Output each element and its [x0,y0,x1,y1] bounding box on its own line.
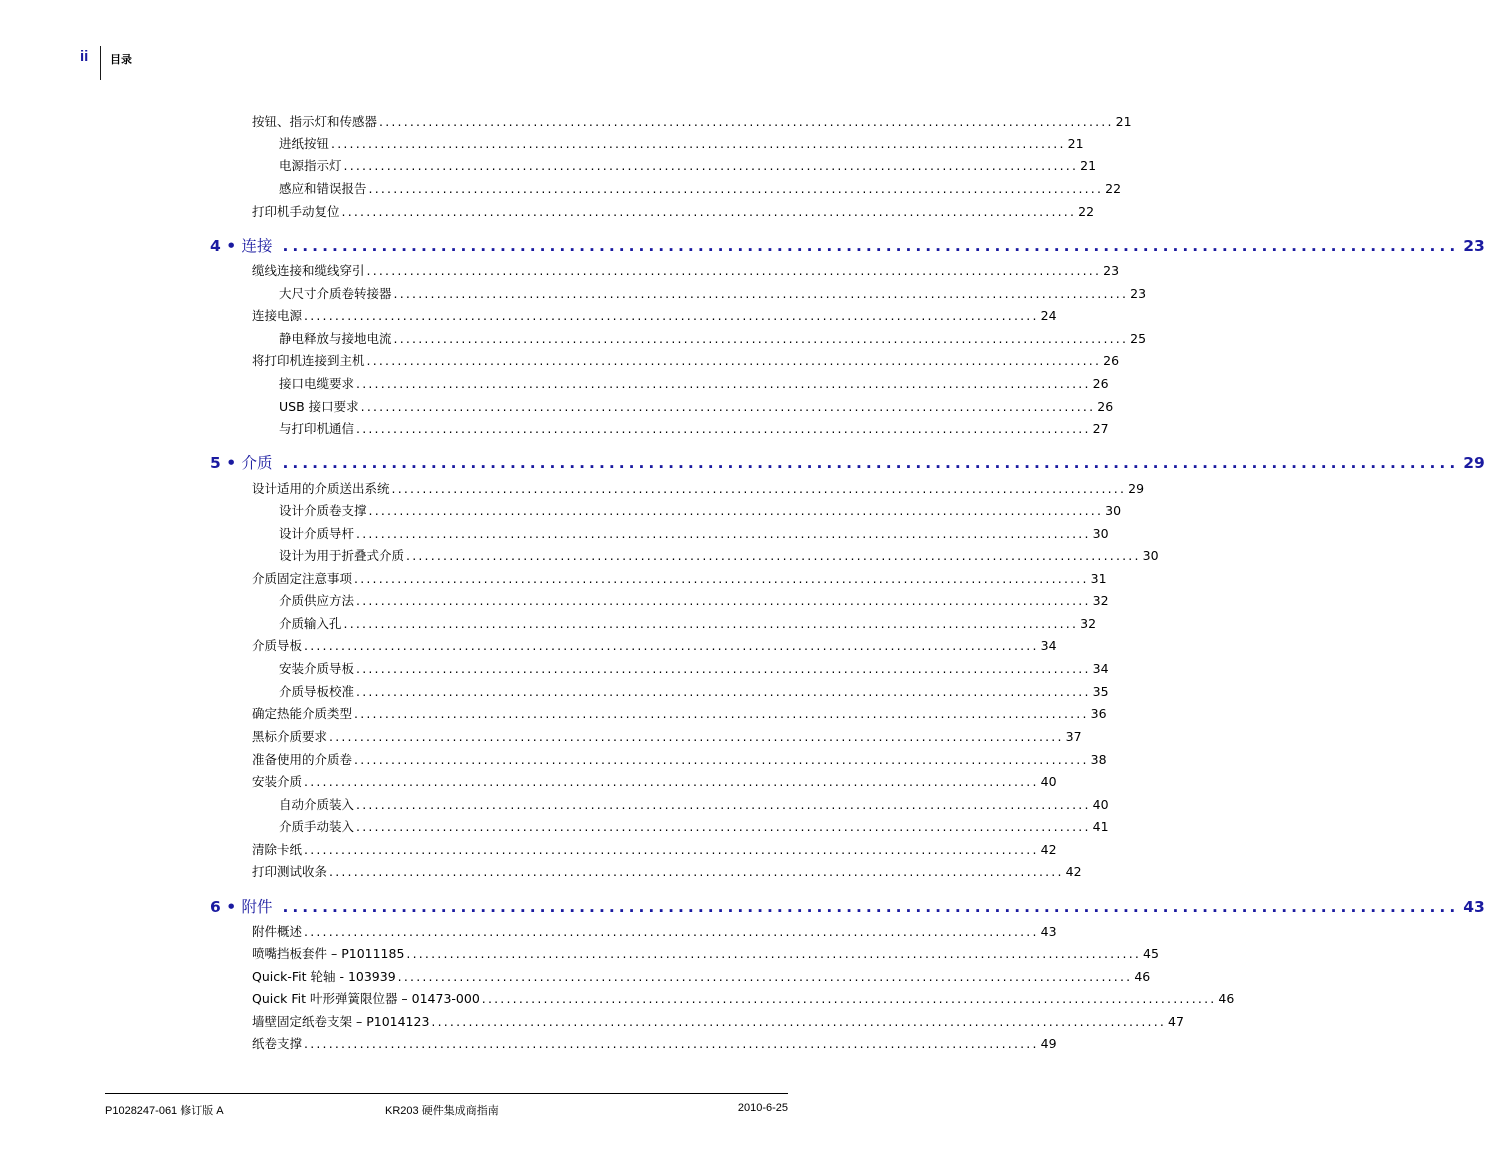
toc-entry [252,729,1082,745]
toc-entry-title: 准备使用的介质卷 [252,752,353,767]
toc-chapter-name: 连接 [241,237,273,255]
dot-leader: ....................................................................................................................... [406,548,1141,563]
toc-subentry [279,158,1097,174]
toc-subentry [279,286,1147,302]
dot-leader: ....................................................................................................................... [304,774,1039,789]
toc-page-number: 47 [1168,1014,1184,1029]
toc-page-number: 40 [1092,797,1109,812]
dot-leader: ....................................................................................................................... [304,1036,1039,1051]
toc-chapter-title [210,453,273,473]
toc-entry-title: 附件概述 [252,924,303,939]
toc-page-number: 42 [1065,864,1082,879]
toc-page-number: 23 [1463,237,1485,255]
toc-page-number: 43 [1463,898,1485,916]
dot-leader: ....................................................................................................................... [304,924,1039,939]
dot-leader: ....................................................................................................................... [343,616,1079,631]
toc-entry-title: 打印机手动复位 [252,204,340,219]
toc-chapter-number: 6 [210,898,221,916]
toc-subentry [279,526,1109,542]
toc-entry [252,706,1107,722]
toc-page-number: 34 [1040,638,1057,653]
toc-entry-title: 与打印机通信 [279,421,355,436]
dot-leader: ....................................................................................................................... [341,204,1077,219]
dot-leader: ....................................................................................................................... [481,991,1217,1006]
dot-leader: ....................................................................................................................... [282,898,1460,916]
toc-page-number: 38 [1090,752,1107,767]
toc-entry-title: 感应和错误报告 [279,181,367,196]
toc-page-number: 37 [1065,729,1082,744]
header-section-title: 目录 [110,53,132,66]
toc-chapter-heading [210,453,1485,473]
toc-page-number: 26 [1092,376,1109,391]
toc-subentry [279,593,1109,609]
toc-entry-title: 缆线连接和缆线穿引 [252,263,365,278]
toc-subentry [279,819,1109,835]
toc-entry [252,924,1057,940]
toc-entry [252,571,1107,587]
toc-entry-title: 介质导板校准 [279,684,355,699]
toc-entry-title: 按钮、指示灯和传感器 [252,114,378,129]
toc-page-number: 46 [1218,991,1235,1006]
toc-chapter-name: 介质 [241,454,273,472]
toc-entry-title: 介质供应方法 [279,593,355,608]
toc-entry-title: 喷嘴挡板套件 – P1011185 [252,946,405,961]
toc-entry-title: 自动介质装入 [279,797,355,812]
toc-subentry [279,136,1084,152]
toc-entry-title: 连接电源 [252,308,303,323]
toc-page-number: 23 [1103,263,1120,278]
toc-entry-title: 进纸按钮 [279,136,330,151]
dot-leader: ....................................................................................................................... [406,946,1142,961]
toc-page-number: 32 [1092,593,1109,608]
bullet-separator: • [220,454,242,472]
dot-leader: ....................................................................................................................... [356,661,1091,676]
dot-leader: ....................................................................................................................... [356,526,1091,541]
toc-page-number: 21 [1115,114,1132,129]
dot-leader: ....................................................................................................................... [356,593,1091,608]
toc-chapter-number: 4 [210,237,221,255]
toc-entry [252,864,1082,880]
footer-document-number: P1028247-061 修订版 A [105,1105,224,1117]
bullet-separator: • [220,898,242,916]
toc-chapter-title [210,897,273,917]
toc-page-number: 43 [1040,924,1057,939]
dot-leader: ....................................................................................................................... [393,286,1129,301]
toc-entry-title: 确定热能介质类型 [252,706,353,721]
dot-leader: ....................................................................................................................... [343,158,1079,173]
toc-subentry [279,616,1097,632]
toc-entry-title: 静电释放与接地电流 [279,331,392,346]
toc-page-number: 26 [1103,353,1120,368]
dot-leader: ....................................................................................................................... [329,729,1064,744]
toc-page-number: 49 [1040,1036,1057,1051]
dot-leader: ....................................................................................................................... [282,237,1460,255]
dot-leader: ....................................................................................................................... [354,706,1089,721]
toc-entry [252,1014,1184,1030]
toc-entry-title: 将打印机连接到主机 [252,353,365,368]
footer-divider [105,1093,788,1094]
toc-entry-title: 纸卷支撑 [252,1036,303,1051]
toc-page-number: 46 [1134,969,1151,984]
dot-leader: ....................................................................................................................... [356,684,1091,699]
toc-subentry [279,181,1122,197]
toc-entry-title: Quick-Fit 轮轴 - 103939 [252,969,396,984]
toc-subentry [279,376,1109,392]
dot-leader: ....................................................................................................................... [329,864,1064,879]
dot-leader: ....................................................................................................................... [354,752,1089,767]
toc-page-number: 36 [1090,706,1107,721]
toc-page-number: 32 [1080,616,1097,631]
dot-leader: ....................................................................................................................... [356,819,1091,834]
toc-page-number: 21 [1067,136,1084,151]
toc-page-number: 45 [1143,946,1159,961]
toc-entry-title: 介质输入孔 [279,616,342,631]
toc-entry-title: 大尺寸介质卷转接器 [279,286,392,301]
dot-leader: ....................................................................................................................... [391,481,1127,496]
toc-page-number: 23 [1130,286,1147,301]
toc-page-number: 30 [1092,526,1109,541]
toc-page-number: 40 [1040,774,1057,789]
toc-subentry [279,684,1109,700]
toc-entry [252,1036,1057,1052]
toc-chapter-title [210,236,273,256]
toc-entry-title: 设计介质导杆 [279,526,355,541]
toc-entry-title: 介质手动装入 [279,819,355,834]
toc-entry-title: Quick Fit 叶形弹簧限位器 – 01473-000 [252,991,480,1006]
toc-chapter-heading [210,236,1485,256]
toc-subentry [279,331,1147,347]
dot-leader: ....................................................................................................................... [431,1014,1167,1029]
toc-entry [252,353,1120,369]
toc-subentry [279,661,1109,677]
dot-leader: ....................................................................................................................... [304,638,1039,653]
toc-page-number: 30 [1105,503,1122,518]
toc-entry-title: 安装介质导板 [279,661,355,676]
dot-leader: ....................................................................................................................... [282,454,1460,472]
header-divider [100,46,101,80]
toc-entry [252,638,1057,654]
toc-entry-title: 黑标介质要求 [252,729,328,744]
toc-chapter-heading [210,897,1485,917]
toc-subentry [279,399,1114,415]
toc-entry-title: 介质固定注意事项 [252,571,353,586]
toc-entry [252,481,1145,497]
toc-entry-title: 安装介质 [252,774,303,789]
toc-subentry [279,421,1109,437]
toc-entry-title: 打印测试收条 [252,864,328,879]
toc-page-number: 25 [1130,331,1147,346]
toc-entry [252,114,1132,130]
toc-chapter-number: 5 [210,454,221,472]
toc-entry [252,842,1057,858]
toc-subentry [279,797,1109,813]
toc-page-number: 24 [1040,308,1057,323]
toc-page-number: 42 [1040,842,1057,857]
dot-leader: ....................................................................................................................... [304,308,1039,323]
toc-page-number: 26 [1097,399,1114,414]
dot-leader: ....................................................................................................................... [366,353,1102,368]
toc-page-number: 29 [1128,481,1145,496]
toc-entry [252,263,1120,279]
dot-leader: ....................................................................................................................... [379,114,1114,129]
dot-leader: ....................................................................................................................... [331,136,1066,151]
dot-leader: ....................................................................................................................... [360,399,1096,414]
toc-subentry [279,503,1122,519]
dot-leader: ....................................................................................................................... [356,376,1091,391]
toc-page-number: 27 [1092,421,1109,436]
toc-page-number: 22 [1078,204,1095,219]
toc-entry-title: 设计适用的介质送出系统 [252,481,390,496]
dot-leader: ....................................................................................................................... [368,181,1104,196]
footer-document-title: KR203 硬件集成商指南 [385,1105,499,1117]
toc-page-number: 21 [1080,158,1097,173]
toc-entry [252,204,1095,220]
toc-entry [252,774,1057,790]
dot-leader: ....................................................................................................................... [393,331,1129,346]
toc-chapter-name: 附件 [241,898,273,916]
toc-entry-title: 接口电缆要求 [279,376,355,391]
bullet-separator: • [220,237,242,255]
toc-entry [252,991,1235,1007]
toc-page-number: 29 [1463,454,1485,472]
dot-leader: ....................................................................................................................... [397,969,1133,984]
toc-entry-title: 清除卡纸 [252,842,303,857]
toc-subentry [279,548,1159,564]
toc-entry [252,752,1107,768]
toc-page-number: 35 [1092,684,1109,699]
toc-entry [252,946,1159,962]
toc-entry [252,308,1057,324]
toc-page-number: 22 [1105,181,1122,196]
toc-page-number: 34 [1092,661,1109,676]
toc-entry-title: 设计为用于折叠式介质 [279,548,405,563]
toc-page-number: 30 [1142,548,1159,563]
dot-leader: ....................................................................................................................... [304,842,1039,857]
dot-leader: ....................................................................................................................... [354,571,1089,586]
toc-entry-title: 电源指示灯 [279,158,342,173]
toc-page-number: 41 [1092,819,1109,834]
footer-date: 2010-6-25 [737,1102,788,1114]
toc-entry-title: USB 接口要求 [279,399,359,414]
dot-leader: ....................................................................................................................... [356,797,1091,812]
dot-leader: ....................................................................................................................... [366,263,1102,278]
toc-entry-title: 介质导板 [252,638,303,653]
page-number: ii [80,48,89,65]
toc-entry [252,969,1151,985]
toc-entry-title: 墙壁固定纸卷支架 – P1014123 [252,1014,430,1029]
toc-entry-title: 设计介质卷支撑 [279,503,367,518]
dot-leader: ....................................................................................................................... [356,421,1091,436]
toc-page-number: 31 [1090,571,1107,586]
dot-leader: ....................................................................................................................... [368,503,1104,518]
